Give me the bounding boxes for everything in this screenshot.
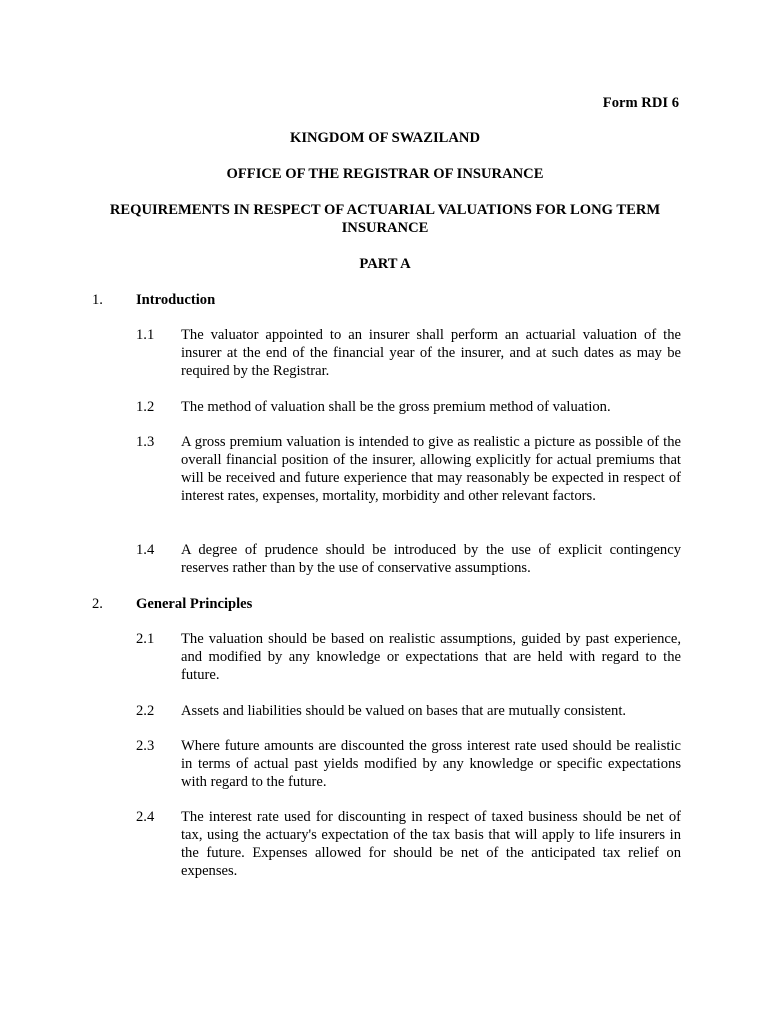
paragraph-1-2: [136, 398, 681, 416]
paragraph-text: The valuation should be based on realistic assumptions, guided by past experience, and modified by any knowledge or expectations that are held with regard to the future.: [181, 631, 681, 683]
paragraph-1-3: [136, 433, 681, 505]
section-number: 1.: [92, 292, 103, 308]
paragraph-text: The valuator appointed to an insurer shall perform an actuarial valuation of the insurer at the end of the financial year of the insurer, and at such dates as may be required by the Registrar.: [181, 327, 681, 379]
paragraph-2-4: [136, 808, 681, 880]
paragraph-number: 2.3: [136, 738, 155, 754]
paragraph-number: 1.1: [136, 327, 155, 343]
paragraph-number: 1.2: [136, 399, 155, 415]
paragraph-text: The interest rate used for discounting in respect of taxed business should be net of tax, using the actuary's expectation of the tax basis that will apply to life insurers in the future. Expenses allowed for should be net of the anticipated tax relief on expenses.: [181, 809, 681, 879]
paragraph-2-2: [136, 702, 681, 720]
section-title-general-principles: General Principles: [136, 596, 253, 612]
paragraph-number: 2.1: [136, 631, 155, 647]
paragraph-text: A degree of prudence should be introduced by the use of explicit contingency reserves rather than by the use of conservative assumptions.: [181, 542, 681, 576]
form-id: Form RDI 6: [602, 95, 679, 111]
paragraph-number: 1.3: [136, 434, 155, 450]
paragraph-text: A gross premium valuation is intended to give as realistic a picture as possible of the overall financial position of the insurer, allowing explicitly for actual premiums that will be received and future experience that may reasonably be expected in respect of interest rates, expenses, mortality, morbidity and other relevant factors.: [181, 434, 681, 504]
paragraph-number: 1.4: [136, 542, 155, 558]
paragraph-2-3: [136, 737, 681, 791]
paragraph-text: The method of valuation shall be the gross premium method of valuation.: [181, 399, 611, 415]
paragraph-2-1: [136, 630, 681, 684]
section-number: 2.: [92, 596, 103, 612]
paragraph-number: 2.2: [136, 703, 155, 719]
paragraph-text: Assets and liabilities should be valued on bases that are mutually consistent.: [181, 703, 627, 719]
section-title-introduction: Introduction: [136, 292, 216, 308]
heading-kingdom: KINGDOM OF SWAZILAND: [289, 130, 480, 146]
paragraph-1-1: [136, 326, 681, 380]
heading-office: OFFICE OF THE REGISTRAR OF INSURANCE: [226, 166, 544, 182]
paragraph-number: 2.4: [136, 809, 155, 825]
paragraph-text: Where future amounts are discounted the gross interest rate used should be realistic in terms of actual past yields modified by any knowledge or specific expectations with regard to the future.: [181, 738, 681, 790]
heading-part: PART A: [359, 256, 411, 272]
heading-requirements: REQUIREMENTS IN RESPECT OF ACTUARIAL VALUATIONS FOR LONG TERM INSURANCE: [109, 202, 661, 236]
paragraph-1-4: [136, 541, 681, 577]
